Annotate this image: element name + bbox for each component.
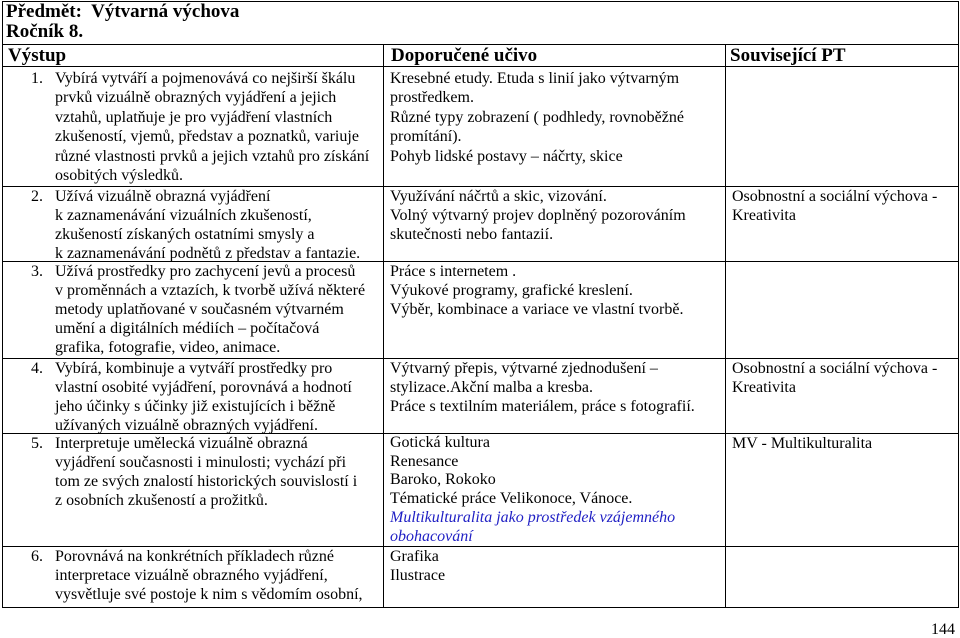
- curriculum-table: [2, 1, 959, 608]
- column-header-row: [2, 44, 958, 66]
- output-item-number: 5.: [31, 435, 43, 452]
- curriculum-text: Výtvarný přepis, výtvarné zjednodušení – stylizace.Akční malba a kresba. Práce s textilním materiálem, práce s fotografií.: [390, 360, 695, 415]
- output-list-item: [3, 187, 383, 263]
- output-cell: [2, 186, 383, 261]
- table-row: [2, 186, 958, 261]
- grade-label: Ročník 8.: [6, 20, 84, 42]
- output-text: Užívá prostředky pro zachycení jevů a procesů v proměnnách a vztazích, k tvorbě užívá některé metody uplatňované v současném výtvarném umění a digitálních médiích – počítačová grafika, fotografie, video, animace.: [55, 263, 366, 356]
- output-list-item: [3, 547, 383, 604]
- curriculum-cross-reference: Multikulturalita jako prostředek vzájemného obohacování: [390, 508, 676, 545]
- output-list-item: [3, 262, 383, 357]
- output-item-number: 6.: [31, 548, 43, 565]
- curriculum-text: Kresebné etudy. Etuda s linií jako výtvarným prostředkem. Různé typy zobrazení ( podhledy, rovnoběžné promítání). Pohyb lidské postavy – náčrty, skice: [390, 70, 684, 165]
- cross-topics-cell: [725, 433, 958, 546]
- column-header-curriculum-label: Doporučené učivo: [391, 45, 538, 66]
- cross-topics-cell: [725, 546, 958, 607]
- cross-topics-cell: [725, 358, 958, 433]
- curriculum-text: Gotická kultura Renesance Baroko, Rokoko Tématické práce Velikonoce, Vánoce.: [390, 434, 633, 508]
- cross-topics-cell: [725, 186, 958, 261]
- curriculum-cell: [383, 66, 725, 186]
- output-text: Interpretuje umělecká vizuálně obrazná vyjádření současnosti i minulosti; vychází při tom ze svých znalostí historických souvislostí i z osobních zkušeností a prožitků.: [55, 435, 358, 509]
- cross-topics-text: MV - Multikulturalita: [732, 435, 873, 452]
- cross-topics-text: Osobnostní a sociální výchova - Kreativita: [732, 188, 938, 224]
- output-text: Porovnává na konkrétních příkladech různé interpretace vizuálně obrazného vyjádření, vysvětluje své postoje k nim s vědomím osobní,: [55, 548, 363, 603]
- output-item-number: 4.: [31, 360, 43, 377]
- output-cell: [2, 433, 383, 546]
- table-row: [2, 546, 958, 607]
- output-cell: [2, 546, 383, 607]
- curriculum-cell: [383, 261, 725, 358]
- cross-topics-cell: [725, 261, 958, 358]
- column-header-cross-topics-label: Související PT: [730, 45, 846, 66]
- output-item-number: 1.: [31, 70, 43, 87]
- curriculum-cell: [383, 546, 725, 607]
- column-header-curriculum: [383, 44, 725, 66]
- cross-topics-text: Osobnostní a sociální výchova - Kreativita: [732, 360, 938, 396]
- output-list-item: [3, 434, 383, 510]
- table-row: [2, 66, 958, 186]
- output-text: Užívá vizuálně obrazná vyjádření k zaznamenávání vizuálních zkušeností, zkušeností získaných ostatními smysly a k zaznamenávání podnětů z představ a fantazie.: [55, 188, 361, 262]
- output-list-item: [3, 359, 383, 435]
- subject-header-cell: [2, 1, 958, 44]
- page-number: 144: [931, 621, 955, 638]
- table-row: [2, 358, 958, 433]
- subject-title: Předmět: Výtvarná výchova: [6, 1, 240, 22]
- output-list-item: [3, 69, 383, 185]
- output-cell: [2, 358, 383, 433]
- curriculum-text: Práce s internetem . Výukové programy, grafické kreslení. Výběr, kombinace a variace ve vlastní tvorbě.: [390, 263, 684, 318]
- curriculum-cell: [383, 433, 725, 546]
- output-text: Vybírá, kombinuje a vytváří prostředky pro vlastní osobité vyjádření, porovnává a hodnotí jeho účinky s účinky již existujících i běžně užívaných vizuálně obrazných vyjádření.: [55, 360, 352, 434]
- output-text: Vybírá vytváří a pojmenovává co nejširší škálu prvků vizuálně obrazných vyjádření a jejich vztahů, uplatňuje je pro vyjádření vlastních zkušeností, vjemů, představ a poznatků, variuje různé vlastnosti prvků a jejich vztahů pro získání osobitých výsledků.: [55, 70, 370, 185]
- subject-header-row: [2, 1, 958, 44]
- cross-topics-cell: [725, 66, 958, 186]
- curriculum-text: Využívání náčrtů a skic, vizování. Volný výtvarný projev doplněný pozorováním skutečnosti nebo fantazií.: [390, 188, 686, 243]
- column-header-output-label: Výstup: [8, 45, 67, 66]
- curriculum-cell: [383, 186, 725, 261]
- column-header-cross-topics: [725, 44, 958, 66]
- column-header-output: [2, 44, 383, 66]
- output-cell: [2, 66, 383, 186]
- table-row: [2, 261, 958, 358]
- curriculum-text: Grafika Ilustrace: [390, 548, 446, 584]
- table-row: [2, 433, 958, 546]
- output-item-number: 2.: [31, 188, 43, 205]
- curriculum-cell: [383, 358, 725, 433]
- output-cell: [2, 261, 383, 358]
- output-item-number: 3.: [31, 263, 43, 280]
